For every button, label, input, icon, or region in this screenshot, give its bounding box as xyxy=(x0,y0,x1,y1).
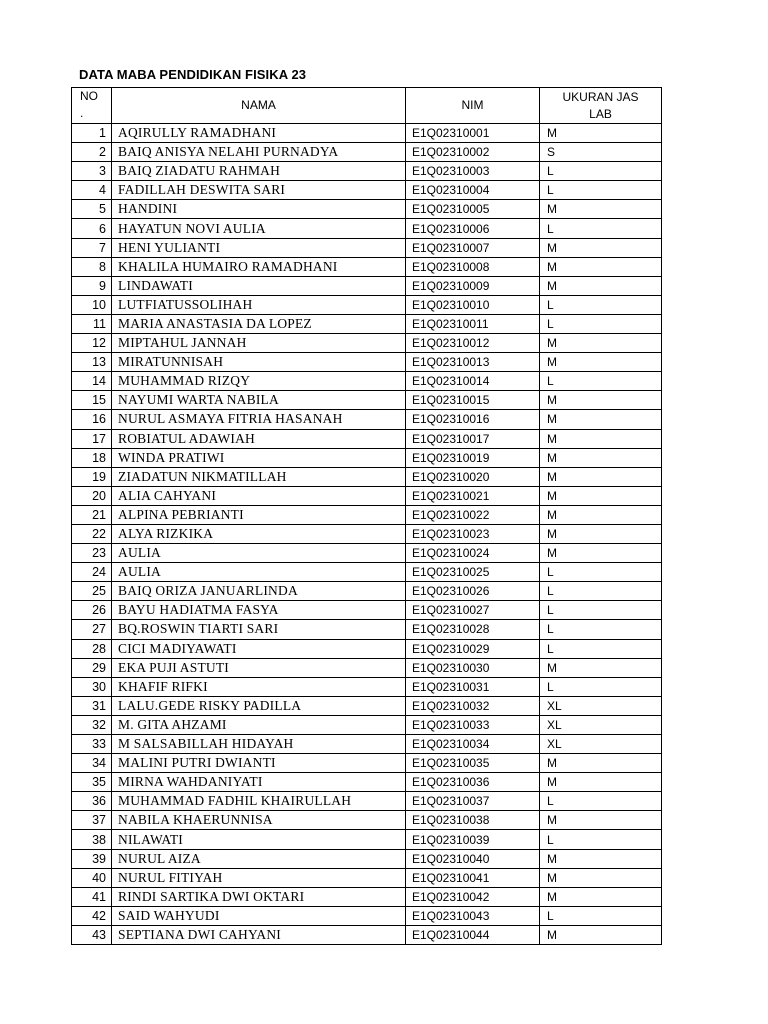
table-row xyxy=(72,830,662,849)
cell-no: 6 xyxy=(72,219,112,238)
cell-nim: E1Q02310024 xyxy=(406,544,540,563)
cell-nama: RINDI SARTIKA DWI OKTARI xyxy=(112,887,406,906)
cell-nim: E1Q02310035 xyxy=(406,754,540,773)
column-header-ukuran-line2: LAB xyxy=(589,106,612,121)
cell-ukuran: L xyxy=(540,620,662,639)
cell-no: 39 xyxy=(72,849,112,868)
cell-ukuran: S xyxy=(540,143,662,162)
cell-ukuran: M xyxy=(540,276,662,295)
cell-ukuran: M xyxy=(540,524,662,543)
cell-nim: E1Q02310008 xyxy=(406,257,540,276)
cell-no: 4 xyxy=(72,181,112,200)
cell-nama: HAYATUN NOVI AULIA xyxy=(112,219,406,238)
cell-ukuran: M xyxy=(540,868,662,887)
table-row xyxy=(72,544,662,563)
cell-ukuran: M xyxy=(540,410,662,429)
cell-nama: NILAWATI xyxy=(112,830,406,849)
cell-no: 10 xyxy=(72,295,112,314)
cell-nama: LALU.GEDE RISKY PADILLA xyxy=(112,696,406,715)
table-row xyxy=(72,868,662,887)
cell-nama: ZIADATUN NIKMATILLAH xyxy=(112,467,406,486)
cell-nama: MIRATUNNISAH xyxy=(112,353,406,372)
table-row xyxy=(72,696,662,715)
cell-ukuran: L xyxy=(540,563,662,582)
cell-no: 5 xyxy=(72,200,112,219)
cell-nim: E1Q02310022 xyxy=(406,505,540,524)
cell-no: 18 xyxy=(72,448,112,467)
cell-nama: BAYU HADIATMA FASYA xyxy=(112,601,406,620)
cell-nama: NURUL AIZA xyxy=(112,849,406,868)
cell-no: 35 xyxy=(72,773,112,792)
table-row xyxy=(72,620,662,639)
table-row xyxy=(72,295,662,314)
cell-nama: M. GITA AHZAMI xyxy=(112,715,406,734)
cell-nama: NURUL FITIYAH xyxy=(112,868,406,887)
cell-nama: BAIQ ZIADATU RAHMAH xyxy=(112,162,406,181)
table-row xyxy=(72,467,662,486)
cell-nama: ROBIATUL ADAWIAH xyxy=(112,429,406,448)
cell-ukuran: M xyxy=(540,773,662,792)
cell-no: 30 xyxy=(72,677,112,696)
cell-no: 1 xyxy=(72,124,112,143)
cell-nama: KHAFIF RIFKI xyxy=(112,677,406,696)
table-row xyxy=(72,391,662,410)
cell-no: 28 xyxy=(72,639,112,658)
cell-ukuran: M xyxy=(540,925,662,944)
cell-no: 26 xyxy=(72,601,112,620)
cell-nim: E1Q02310013 xyxy=(406,353,540,372)
cell-no: 8 xyxy=(72,257,112,276)
cell-nim: E1Q02310009 xyxy=(406,276,540,295)
cell-no: 11 xyxy=(72,314,112,333)
cell-no: 14 xyxy=(72,372,112,391)
table-row xyxy=(72,334,662,353)
cell-nim: E1Q02310031 xyxy=(406,677,540,696)
cell-no: 21 xyxy=(72,505,112,524)
cell-nim: E1Q02310020 xyxy=(406,467,540,486)
cell-nim: E1Q02310017 xyxy=(406,429,540,448)
table-row xyxy=(72,353,662,372)
cell-ukuran: M xyxy=(540,849,662,868)
cell-ukuran: M xyxy=(540,486,662,505)
cell-nim: E1Q02310038 xyxy=(406,811,540,830)
cell-no: 3 xyxy=(72,162,112,181)
cell-nim: E1Q02310043 xyxy=(406,906,540,925)
table-row xyxy=(72,238,662,257)
cell-ukuran: L xyxy=(540,677,662,696)
cell-no: 27 xyxy=(72,620,112,639)
cell-nim: E1Q02310040 xyxy=(406,849,540,868)
cell-nim: E1Q02310010 xyxy=(406,295,540,314)
cell-ukuran: XL xyxy=(540,715,662,734)
cell-nim: E1Q02310041 xyxy=(406,868,540,887)
table-row xyxy=(72,754,662,773)
cell-no: 34 xyxy=(72,754,112,773)
table-row xyxy=(72,257,662,276)
cell-no: 22 xyxy=(72,524,112,543)
table-row xyxy=(72,906,662,925)
cell-nama: BAIQ ANISYA NELAHI PURNADYA xyxy=(112,143,406,162)
cell-ukuran: L xyxy=(540,314,662,333)
table-row xyxy=(72,276,662,295)
cell-no: 40 xyxy=(72,868,112,887)
column-header-ukuran-line1: UKURAN JAS xyxy=(562,89,639,104)
table-row xyxy=(72,200,662,219)
cell-nama: NAYUMI WARTA NABILA xyxy=(112,391,406,410)
table-row xyxy=(72,505,662,524)
cell-ukuran: M xyxy=(540,754,662,773)
cell-ukuran: M xyxy=(540,429,662,448)
cell-nim: E1Q02310025 xyxy=(406,563,540,582)
cell-no: 13 xyxy=(72,353,112,372)
cell-ukuran: L xyxy=(540,582,662,601)
cell-ukuran: M xyxy=(540,334,662,353)
table-row xyxy=(72,925,662,944)
table-row xyxy=(72,582,662,601)
cell-ukuran: L xyxy=(540,639,662,658)
cell-nama: MARIA ANASTASIA DA LOPEZ xyxy=(112,314,406,333)
cell-nim: E1Q02310015 xyxy=(406,391,540,410)
cell-nim: E1Q02310030 xyxy=(406,658,540,677)
cell-nama: CICI MADIYAWATI xyxy=(112,639,406,658)
cell-ukuran: L xyxy=(540,162,662,181)
cell-nim: E1Q02310016 xyxy=(406,410,540,429)
cell-no: 25 xyxy=(72,582,112,601)
cell-ukuran: L xyxy=(540,372,662,391)
cell-ukuran: M xyxy=(540,257,662,276)
cell-nama: ALPINA PEBRIANTI xyxy=(112,505,406,524)
table-row xyxy=(72,524,662,543)
cell-ukuran: L xyxy=(540,219,662,238)
column-header-no xyxy=(72,88,112,124)
cell-no: 7 xyxy=(72,238,112,257)
cell-ukuran: L xyxy=(540,181,662,200)
cell-ukuran: M xyxy=(540,353,662,372)
cell-nama: KHALILA HUMAIRO RAMADHANI xyxy=(112,257,406,276)
cell-no: 20 xyxy=(72,486,112,505)
cell-nama: ALIA CAHYANI xyxy=(112,486,406,505)
table-row xyxy=(72,887,662,906)
table-row xyxy=(72,181,662,200)
column-header-no-line2: . xyxy=(80,106,84,120)
table-row xyxy=(72,811,662,830)
cell-ukuran: M xyxy=(540,124,662,143)
cell-no: 17 xyxy=(72,429,112,448)
cell-nama: MALINI PUTRI DWIANTI xyxy=(112,754,406,773)
student-table xyxy=(71,87,662,945)
cell-no: 16 xyxy=(72,410,112,429)
cell-nama: EKA PUJI ASTUTI xyxy=(112,658,406,677)
cell-nim: E1Q02310002 xyxy=(406,143,540,162)
cell-no: 15 xyxy=(72,391,112,410)
cell-nama: AULIA xyxy=(112,544,406,563)
cell-ukuran: L xyxy=(540,295,662,314)
cell-no: 29 xyxy=(72,658,112,677)
cell-nim: E1Q02310034 xyxy=(406,735,540,754)
table-row xyxy=(72,162,662,181)
cell-no: 43 xyxy=(72,925,112,944)
column-header-nim: NIM xyxy=(406,88,540,124)
cell-nim: E1Q02310019 xyxy=(406,448,540,467)
cell-nim: E1Q02310012 xyxy=(406,334,540,353)
cell-nama: LINDAWATI xyxy=(112,276,406,295)
cell-ukuran: M xyxy=(540,238,662,257)
cell-nim: E1Q02310001 xyxy=(406,124,540,143)
cell-ukuran: L xyxy=(540,792,662,811)
cell-ukuran: L xyxy=(540,830,662,849)
cell-nama: ALYA RIZKIKA xyxy=(112,524,406,543)
cell-nim: E1Q02310003 xyxy=(406,162,540,181)
cell-nama: NABILA KHAERUNNISA xyxy=(112,811,406,830)
table-row xyxy=(72,410,662,429)
cell-nama: MUHAMMAD RIZQY xyxy=(112,372,406,391)
column-header-ukuran xyxy=(540,88,662,124)
cell-nama: SEPTIANA DWI CAHYANI xyxy=(112,925,406,944)
cell-nim: E1Q02310028 xyxy=(406,620,540,639)
column-header-nama: NAMA xyxy=(112,88,406,124)
cell-no: 38 xyxy=(72,830,112,849)
cell-no: 37 xyxy=(72,811,112,830)
cell-nim: E1Q02310007 xyxy=(406,238,540,257)
cell-nama: WINDA PRATIWI xyxy=(112,448,406,467)
cell-ukuran: M xyxy=(540,658,662,677)
cell-nim: E1Q02310029 xyxy=(406,639,540,658)
table-row xyxy=(72,639,662,658)
cell-nim: E1Q02310042 xyxy=(406,887,540,906)
table-row xyxy=(72,658,662,677)
cell-nim: E1Q02310023 xyxy=(406,524,540,543)
cell-no: 32 xyxy=(72,715,112,734)
table-row xyxy=(72,735,662,754)
cell-nama: LUTFIATUSSOLIHAH xyxy=(112,295,406,314)
cell-nama: M SALSABILLAH HIDAYAH xyxy=(112,735,406,754)
cell-nama: SAID WAHYUDI xyxy=(112,906,406,925)
cell-no: 33 xyxy=(72,735,112,754)
table-row xyxy=(72,677,662,696)
cell-no: 41 xyxy=(72,887,112,906)
cell-ukuran: L xyxy=(540,906,662,925)
table-row xyxy=(72,486,662,505)
cell-nim: E1Q02310021 xyxy=(406,486,540,505)
cell-nim: E1Q02310005 xyxy=(406,200,540,219)
table-row xyxy=(72,372,662,391)
cell-ukuran: M xyxy=(540,467,662,486)
table-row xyxy=(72,773,662,792)
cell-nim: E1Q02310004 xyxy=(406,181,540,200)
cell-ukuran: L xyxy=(540,601,662,620)
cell-no: 2 xyxy=(72,143,112,162)
cell-no: 42 xyxy=(72,906,112,925)
cell-nim: E1Q02310039 xyxy=(406,830,540,849)
cell-nama: NURUL ASMAYA FITRIA HASANAH xyxy=(112,410,406,429)
table-row xyxy=(72,219,662,238)
cell-nama: AQIRULLY RAMADHANI xyxy=(112,124,406,143)
cell-no: 12 xyxy=(72,334,112,353)
cell-nim: E1Q02310033 xyxy=(406,715,540,734)
cell-no: 23 xyxy=(72,544,112,563)
cell-nama: AULIA xyxy=(112,563,406,582)
cell-no: 9 xyxy=(72,276,112,295)
cell-nama: FADILLAH DESWITA SARI xyxy=(112,181,406,200)
document-title: DATA MABA PENDIDIKAN FISIKA 23 xyxy=(79,67,307,82)
cell-nama: BQ.ROSWIN TIARTI SARI xyxy=(112,620,406,639)
table-header-row xyxy=(72,88,662,124)
cell-ukuran: M xyxy=(540,505,662,524)
cell-nim: E1Q02310036 xyxy=(406,773,540,792)
table-row xyxy=(72,448,662,467)
cell-ukuran: M xyxy=(540,811,662,830)
table-row xyxy=(72,601,662,620)
table-row xyxy=(72,792,662,811)
cell-ukuran: XL xyxy=(540,696,662,715)
table-body xyxy=(72,124,662,945)
cell-nim: E1Q02310044 xyxy=(406,925,540,944)
column-header-no-line1: NO xyxy=(80,89,98,103)
cell-ukuran: M xyxy=(540,887,662,906)
cell-ukuran: M xyxy=(540,448,662,467)
cell-nim: E1Q02310011 xyxy=(406,314,540,333)
cell-nama: MIRNA WAHDANIYATI xyxy=(112,773,406,792)
table-row xyxy=(72,124,662,143)
cell-nama: MIPTAHUL JANNAH xyxy=(112,334,406,353)
table-row xyxy=(72,429,662,448)
cell-nim: E1Q02310037 xyxy=(406,792,540,811)
cell-nim: E1Q02310006 xyxy=(406,219,540,238)
cell-nim: E1Q02310032 xyxy=(406,696,540,715)
cell-nama: HANDINI xyxy=(112,200,406,219)
cell-ukuran: XL xyxy=(540,735,662,754)
cell-nim: E1Q02310014 xyxy=(406,372,540,391)
cell-no: 24 xyxy=(72,563,112,582)
cell-no: 31 xyxy=(72,696,112,715)
table-row xyxy=(72,715,662,734)
cell-nama: HENI YULIANTI xyxy=(112,238,406,257)
table-row xyxy=(72,563,662,582)
table-row xyxy=(72,314,662,333)
cell-nama: BAIQ ORIZA JANUARLINDA xyxy=(112,582,406,601)
table-row xyxy=(72,849,662,868)
cell-no: 19 xyxy=(72,467,112,486)
cell-ukuran: M xyxy=(540,544,662,563)
cell-ukuran: M xyxy=(540,200,662,219)
cell-nama: MUHAMMAD FADHIL KHAIRULLAH xyxy=(112,792,406,811)
cell-no: 36 xyxy=(72,792,112,811)
cell-nim: E1Q02310027 xyxy=(406,601,540,620)
cell-ukuran: M xyxy=(540,391,662,410)
cell-nim: E1Q02310026 xyxy=(406,582,540,601)
table-row xyxy=(72,143,662,162)
